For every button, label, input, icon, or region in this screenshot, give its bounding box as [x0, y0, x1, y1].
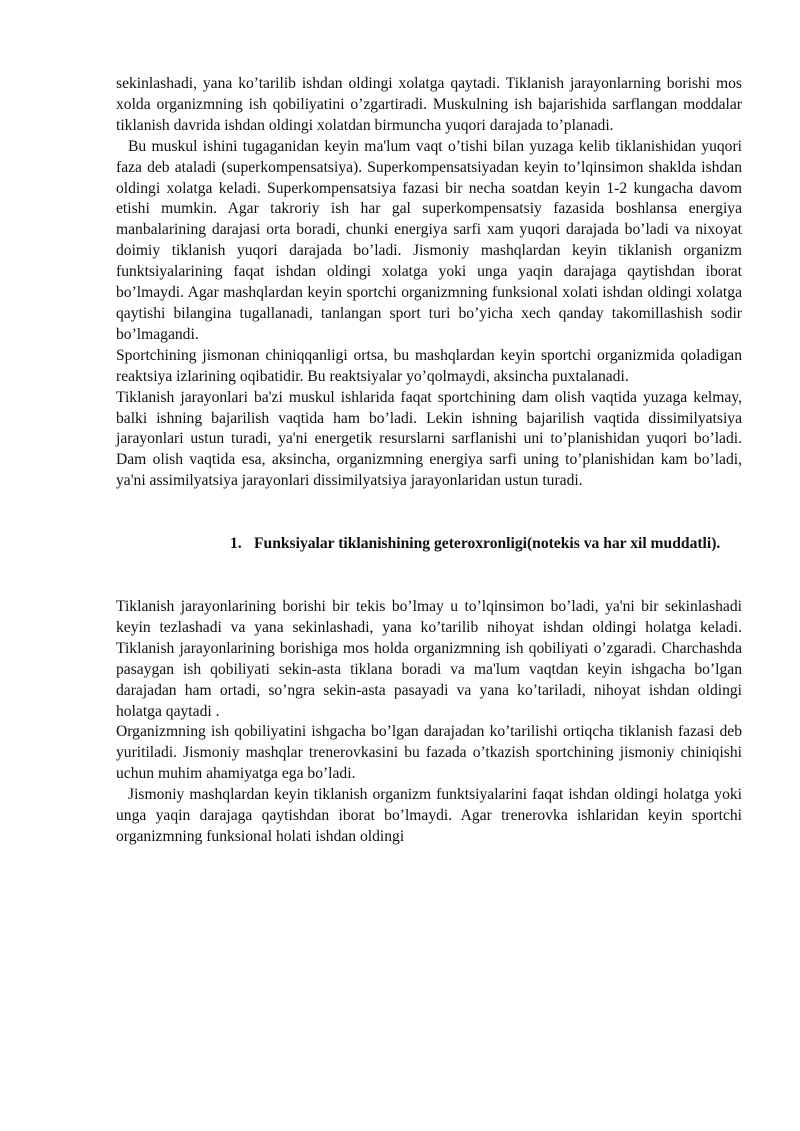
paragraph-continuation: sekinlashadi, yana ko’tarilib ishdan oldingi xolatga qaytadi. Tiklanish jarayonlarning borishi mos xolda organizmning ish qobiliyatini o’zgartiradi. Muskulning ish bajarishida sarflangan moddalar tiklanish davrida ishdan oldingi xolatdan birmuncha yuqori darajada to’planadi. [116, 75, 742, 134]
document-page [116, 74, 742, 848]
spacer [116, 555, 742, 597]
spacer [116, 492, 742, 534]
heading-number: 1. [230, 535, 242, 553]
paragraph-dam-olish: Tiklanish jarayonlari ba'zi muskul ishlarida faqat sportchining dam olish vaqtida yuzaga kelmay, balki ishning bajarilish vaqtida ham bo’ladi. Lekin ishning bajarilish vaqtida dissimilyatsiya jarayonlari ustun turadi, ya'ni energetik resurslarni sarflanishi uni to’planishidan yuqori bo’ladi. Dam olish vaqtida esa, aksincha, organizmning energiya sarfi uning to’planishidan kam bo’ladi, ya'ni assimilyatsiya jarayonlari dissimilyatsiya jarayonlaridan ustun turadi. [116, 388, 742, 490]
heading-text: Funksiyalar tiklanishining geteroxronligi(notekis va har xil muddatli). [254, 535, 721, 553]
paragraph-superkompensatsiya: Bu muskul ishini tugaganidan keyin ma'lum vaqt o’tishi bilan yuzaga kelib tiklanishidan yuqori faza deb ataladi (superkompensatsiya). Superkompensatsiyadan keyin to’lqinsimon shaklda ishdan oldingi xolatga keladi. Superkompensatsiya fazasi bir necha soatdan keyin 1-2 kungacha davom etishi mumkin. Agar takroriy ish har gal superkompensatsiy fazasida boshlansa energiya manbalarining darajasi orta boradi, chunki energiya sarfi xam yuqori darajada bo’ladi va nixoyat doimiy tiklanish yuqori darajada bo’ladi. Jismoniy mashqlardan keyin tiklanish organizm funktsiyalarining faqat ishdan oldingi xolatga yoki unga yaqin darajaga qaytishdan iborat bo’lmaydi. Agar mashqlardan keyin sportchi organizmning funksional xolati ishdan oldingi xolatga qaytishi bilangina tugallanadi, tanlangan sport turi bo’yicha xech qanday takomillashish sodir bo’lmagandi. [116, 137, 742, 343]
paragraph-ortiqcha-tiklanish: Organizmning ish qobiliyatini ishgacha bo’lgan darajadan ko’tarilishi ortiqcha tiklanish fazasi deb yuritiladi. Jismoniy mashqlar trenerovkasini bu fazada o’tkazish sportchining jismoniy chiniqishi uchun muhim ahamiyatga ega bo’ladi. [116, 723, 742, 783]
paragraph-funksional-holat: Jismoniy mashqlardan keyin tiklanish organizm funktsiyalarini faqat ishdan oldingi holatga yoki unga yaqin darajaga qaytishdan iborat bo’lmaydi. Agar trenerovka ishlaridan keyin sportchi organizmning funksional holati ishdan oldingi [116, 786, 742, 845]
section-heading [230, 534, 742, 555]
paragraph-tolqinsimon: Tiklanish jarayonlarining borishi bir tekis bo’lmay u to’lqinsimon bo’ladi, ya'ni bir sekinlashadi keyin tezlashadi va yana sekinlashadi, yana ko’tarilib nihoyat ishdan oldingi holatga keladi. Tiklanish jarayonlarining borishiga mos holda organizmning ish qobiliyati o’zgaradi. Charchashda pasaygan ish qobiliyati sekin-asta tiklana boradi va ma'lum vaqtdan keyin ishgacha bo’lgan darajadan ham ortadi, so’ngra sekin-asta pasayadi va yana ko’tariladi, nihoyat ishdan oldingi holatga qaytadi . [116, 598, 742, 720]
paragraph-chiniqqanlik: Sportchining jismonan chiniqqanligi ortsa, bu mashqlardan keyin sportchi organizmida qoladigan reaktsiya izlarining oqibatidir. Bu reaktsiyalar yo’qolmaydi, aksincha puxtalanadi. [116, 346, 742, 385]
